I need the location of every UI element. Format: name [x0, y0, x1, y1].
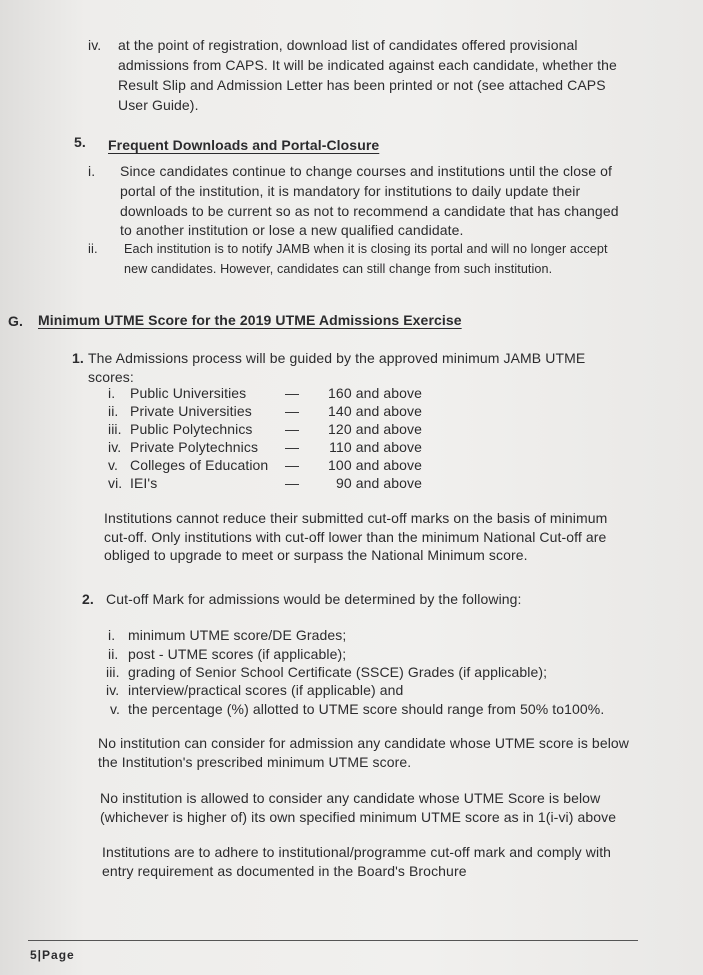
- item-iv-line-4: User Guide).: [118, 97, 199, 113]
- section-g-heading: Minimum UTME Score for the 2019 UTME Admissions Exercise: [38, 312, 462, 328]
- section-5-item-ii-line-1: Each institution is to notify JAMB when it is closing its portal and will no longer accept: [124, 242, 608, 256]
- score-label: Colleges of Education: [130, 457, 269, 473]
- point-2-item-numeral: iii.: [106, 664, 120, 680]
- score-numeral: iii.: [108, 421, 122, 437]
- score-label: Public Universities: [130, 385, 247, 401]
- score-dash: —: [284, 421, 300, 437]
- section-5-item-ii-line-2: new candidates. However, candidates can still change from such institution.: [124, 262, 553, 276]
- paragraph-3-line-2: entry requirement as documented in the Board's Brochure: [102, 863, 467, 879]
- point-2-item-text: minimum UTME score/DE Grades;: [128, 627, 347, 643]
- score-numeral: i.: [108, 385, 116, 401]
- score-label: IEI's: [130, 475, 158, 491]
- point-1-number: 1.: [72, 350, 84, 366]
- score-dash: —: [284, 403, 300, 419]
- point-1-note-line-2: cut-off. Only institutions with cut-off lower than the minimum National Cut-off are: [104, 529, 607, 545]
- score-value: 100 and above: [328, 457, 422, 473]
- item-iv-line-1: at the point of registration, download list of candidates offered provisional: [118, 37, 578, 53]
- score-value: 160 and above: [328, 385, 422, 401]
- item-iv-line-2: admissions from CAPS. It will be indicated against each candidate, whether the: [118, 57, 617, 73]
- paragraph-1-line-1: No institution can consider for admission any candidate whose UTME score is below: [98, 735, 630, 751]
- score-value: 120 and above: [328, 421, 422, 437]
- point-2-item-text: grading of Senior School Certificate (SSCE) Grades (if applicable);: [128, 664, 548, 680]
- section-5-number: 5.: [74, 134, 86, 150]
- section-5-item-i-line-3: downloads to be current so as not to recommend a candidate that has changed: [120, 203, 619, 219]
- point-2-intro: Cut-off Mark for admissions would be determined by the following:: [106, 591, 522, 607]
- footer-rule: [28, 940, 638, 941]
- section-5-item-i-numeral: i.: [88, 163, 96, 179]
- paragraph-2-line-2: (whichever is higher of) its own specified minimum UTME score as in 1(i-vi) above: [100, 809, 617, 825]
- score-label: Public Polytechnics: [130, 421, 253, 437]
- point-2-number: 2.: [82, 591, 94, 607]
- point-1-line-2: scores:: [88, 369, 134, 385]
- paragraph-3-line-1: Institutions are to adhere to institutional/programme cut-off mark and comply with: [102, 844, 612, 860]
- score-numeral: ii.: [108, 403, 119, 419]
- paragraph-2-line-1: No institution is allowed to consider any candidate whose UTME Score is below: [100, 790, 601, 806]
- point-2-item-text: interview/practical scores (if applicable) and: [128, 682, 404, 698]
- point-2-item-text: post - UTME scores (if applicable);: [128, 646, 347, 662]
- point-2-item-text: the percentage (%) allotted to UTME score should range from 50% to100%.: [128, 701, 605, 717]
- score-dash: —: [284, 385, 300, 401]
- page-number: 5|Page: [30, 948, 75, 962]
- item-iv-numeral: iv.: [88, 37, 102, 53]
- section-5-item-ii-numeral: ii.: [88, 241, 98, 256]
- score-dash: —: [284, 475, 300, 491]
- score-label: Private Universities: [130, 403, 252, 419]
- score-dash: —: [284, 457, 300, 473]
- score-value: 140 and above: [328, 403, 422, 419]
- score-numeral: vi.: [108, 475, 123, 491]
- section-5-item-i-line-2: portal of the institution, it is mandatory for institutions to daily update their: [120, 183, 581, 199]
- section-5-item-i-line-4: to another institution or lose a new qualified candidate.: [120, 222, 464, 238]
- point-2-item-numeral: v.: [110, 701, 121, 717]
- section-5-item-i-line-1: Since candidates continue to change courses and institutions until the close of: [120, 163, 612, 179]
- score-label: Private Polytechnics: [130, 439, 259, 455]
- score-dash: —: [284, 439, 300, 455]
- point-1-note-line-3: obliged to upgrade to meet or surpass the National Minimum score.: [104, 547, 528, 563]
- score-numeral: v.: [108, 457, 119, 473]
- point-1-note-line-1: Institutions cannot reduce their submitted cut-off marks on the basis of minimum: [104, 510, 608, 526]
- paragraph-1-line-2: the Institution's prescribed minimum UTME score.: [98, 754, 412, 770]
- item-iv-line-3: Result Slip and Admission Letter has been printed or not (see attached CAPS: [118, 77, 606, 93]
- score-value: 110 and above: [329, 439, 422, 455]
- score-numeral: iv.: [108, 439, 122, 455]
- point-2-item-numeral: ii.: [108, 646, 119, 662]
- point-1-line-1: The Admissions process will be guided by the approved minimum JAMB UTME: [88, 350, 586, 366]
- point-2-item-numeral: iv.: [106, 682, 120, 698]
- section-g-letter: G.: [8, 313, 23, 329]
- point-2-item-numeral: i.: [108, 627, 116, 643]
- score-value: 90 and above: [335, 475, 422, 491]
- section-5-heading: Frequent Downloads and Portal-Closure: [108, 137, 380, 153]
